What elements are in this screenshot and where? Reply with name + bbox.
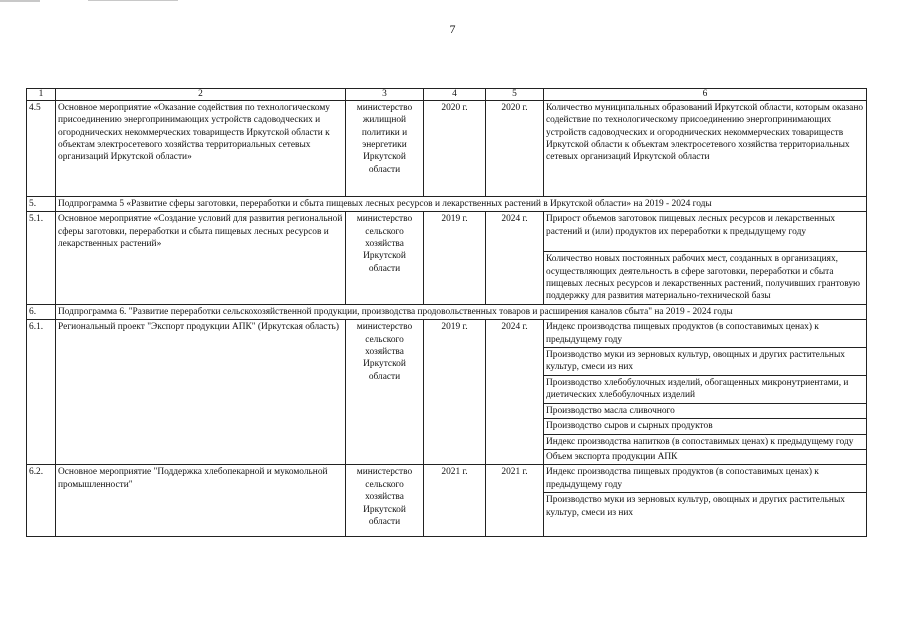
row-number: 4.5 xyxy=(27,100,56,196)
subprogram-title: Подпрограмма 6. "Развитие переработки сельскохозяйственной продукции, производства продовольственных товаров и расширения каналов сбыта" на 2019 - 2024 годы xyxy=(56,304,867,319)
executor: министерство сельского хозяйства Иркутской области xyxy=(346,320,424,465)
start-year: 2019 г. xyxy=(424,212,486,305)
row-number: 6.1. xyxy=(27,320,56,465)
column-number: 6 xyxy=(544,89,867,101)
indicator: Производство хлебобулочных изделий, обогащенных микронутриентами, и диетических хлебобулочных изделий xyxy=(544,375,867,403)
subprogram-row xyxy=(27,304,867,319)
end-year: 2020 г. xyxy=(486,100,544,196)
program-activities-table xyxy=(26,88,867,537)
column-number-row xyxy=(27,89,867,101)
row-number: 6. xyxy=(27,304,56,319)
column-number: 1 xyxy=(27,89,56,101)
page-number: 7 xyxy=(449,22,456,36)
start-year: 2019 г. xyxy=(424,320,486,465)
indicator: Производство сыров и сырных продуктов xyxy=(544,419,867,434)
indicator: Количество новых постоянных рабочих мест, созданных в организациях, осуществляющих деятельность в сфере заготовки, переработки и сбыта пищевых лесных ресурсов и лекарственных растений, получивших грантовую поддержку для развития материально-технической базы xyxy=(544,252,867,305)
activity-name: Основное мероприятие "Поддержка хлебопекарной и мукомольной промышленности" xyxy=(56,465,346,537)
start-year: 2021 г. xyxy=(424,465,486,537)
indicator: Производство муки из зерновых культур, овощных и других растительных культур, смеси из них xyxy=(544,493,867,537)
executor: министерство сельского хозяйства Иркутской области xyxy=(346,465,424,537)
indicator: Объем экспорта продукции АПК xyxy=(544,449,867,464)
activity-name: Основное мероприятие «Создание условий для развития региональной сферы заготовки, переработки и сбыта пищевых лесных ресурсов и лекарственных растений» xyxy=(56,212,346,305)
indicator: Производство масла сливочного xyxy=(544,403,867,418)
indicator: Количество муниципальных образований Иркутской области, которым оказано содействие по технологическому присоединению энергопринимающих устройств садоводческих и огороднических некоммерческих товариществ Иркутской области к объектам электросетевого хозяйства территориальных сетевых организаций Иркутской области xyxy=(544,100,867,196)
start-year: 2020 г. xyxy=(424,100,486,196)
indicator: Индекс производства пищевых продуктов (в сопоставимых ценах) к предыдущему году xyxy=(544,320,867,348)
subprogram-title: Подпрограмма 5 «Развитие сферы заготовки, переработки и сбыта пищевых лесных ресурсов и лекарственных растений в Иркутской области» на 2019 - 2024 годы xyxy=(56,196,867,211)
column-number: 4 xyxy=(424,89,486,101)
row-number: 6.2. xyxy=(27,465,56,537)
column-number: 5 xyxy=(486,89,544,101)
activity-name: Региональный проект "Экспорт продукции АПК" (Иркутская область) xyxy=(56,320,346,465)
indicator: Прирост объемов заготовок пищевых лесных ресурсов и лекарственных растений и (или) продуктов их переработки к предыдущему году xyxy=(544,212,867,252)
scan-artifact xyxy=(0,0,40,2)
subprogram-row xyxy=(27,196,867,211)
scan-artifact xyxy=(88,0,178,1)
indicator: Индекс производства напитков (в сопоставимых ценах) к предыдущему году xyxy=(544,434,867,449)
table-row xyxy=(27,465,867,493)
end-year: 2021 г. xyxy=(486,465,544,537)
table-row xyxy=(27,212,867,252)
indicator: Производство муки из зерновых культур, овощных и других растительных культур, смеси из них xyxy=(544,348,867,376)
activity-name: Основное мероприятие «Оказание содействия по технологическому присоединению энергопринимающих устройств садоводческих и огороднических некоммерческих товариществ Иркутской области к объектам электросетевого хозяйства территориальных сетевых организаций Иркутской области» xyxy=(56,100,346,196)
executor: министерство сельского хозяйства Иркутской области xyxy=(346,212,424,305)
end-year: 2024 г. xyxy=(486,320,544,465)
table-row xyxy=(27,100,867,196)
indicator: Индекс производства пищевых продуктов (в сопоставимых ценах) к предыдущему году xyxy=(544,465,867,493)
row-number: 5. xyxy=(27,196,56,211)
table-row xyxy=(27,320,867,348)
row-number: 5.1. xyxy=(27,212,56,305)
executor: министерство жилищной политики и энергетики Иркутской области xyxy=(346,100,424,196)
column-number: 2 xyxy=(56,89,346,101)
end-year: 2024 г. xyxy=(486,212,544,305)
column-number: 3 xyxy=(346,89,424,101)
